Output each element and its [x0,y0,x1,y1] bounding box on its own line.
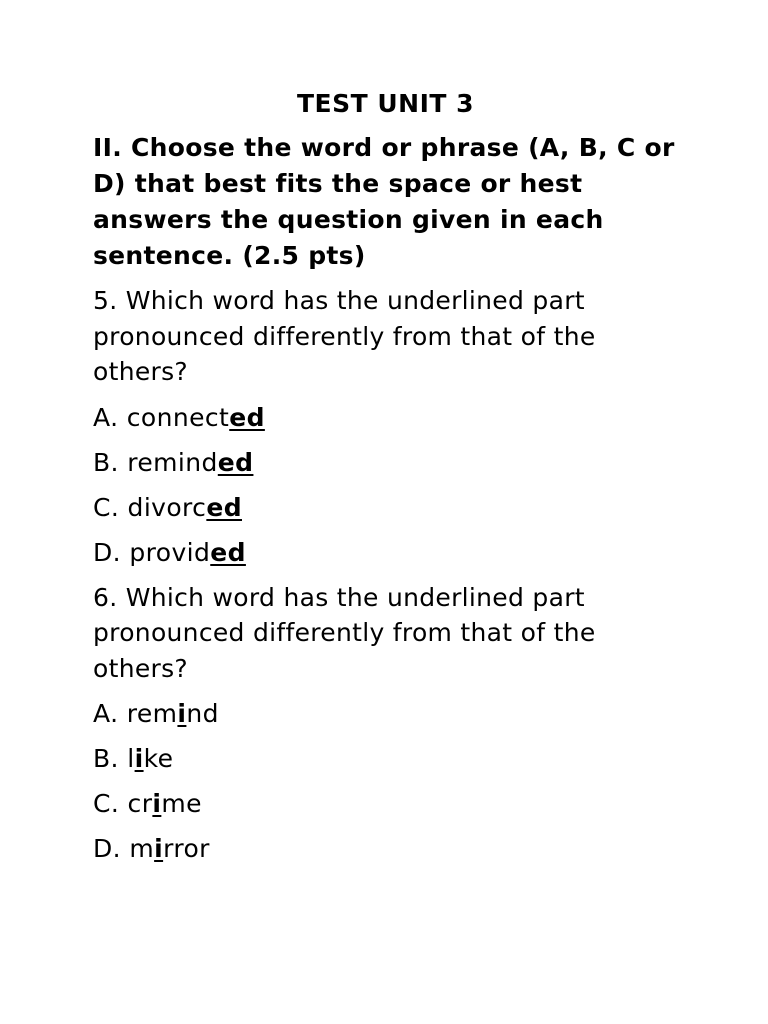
question-6-option-c [93,786,678,821]
page-title: TEST UNIT 3 [296,89,475,118]
question-6-text: 6. Which word has the underlined part pronounced differently from that of the others? [93,582,596,683]
option-prefix: A. connect [93,402,230,432]
option-suffix: me [161,789,202,818]
option-underlined-part: ed [229,402,265,432]
question-5-option-a [93,400,678,435]
option-underlined-part: ed [210,537,246,567]
option-prefix: C. divorc [93,492,207,522]
question-5-text: 5. Which word has the underlined part pronounced differently from that of the others? [93,286,596,386]
question-6-option-b [93,741,678,776]
option-suffix: nd [186,699,219,728]
option-prefix: D. provid [93,537,211,567]
option-underlined-part: ed [206,492,242,522]
option-underlined-part: i [134,744,144,773]
question-5-option-b [93,445,678,480]
option-prefix: B. remind [93,447,218,477]
question-5-option-c [93,490,678,525]
option-suffix: ke [143,744,174,773]
question-6-option-a [93,696,678,731]
section-instruction: II. Choose the word or phrase (A, B, C or D) that best fits the space or hest answers the question given in each sentence. (2.5 pts) [93,133,675,270]
option-underlined-part: i [177,699,187,728]
option-prefix: A. rem [93,699,178,728]
option-prefix: D. m [93,834,155,863]
option-underlined-part: i [152,789,162,818]
option-underlined-part: ed [217,447,254,477]
option-suffix: rror [163,834,210,863]
option-underlined-part: i [154,834,164,863]
option-prefix: B. l [93,744,135,773]
option-prefix: C. cr [93,789,153,818]
question-5-option-d [93,535,678,570]
question-6-option-d [93,831,678,866]
